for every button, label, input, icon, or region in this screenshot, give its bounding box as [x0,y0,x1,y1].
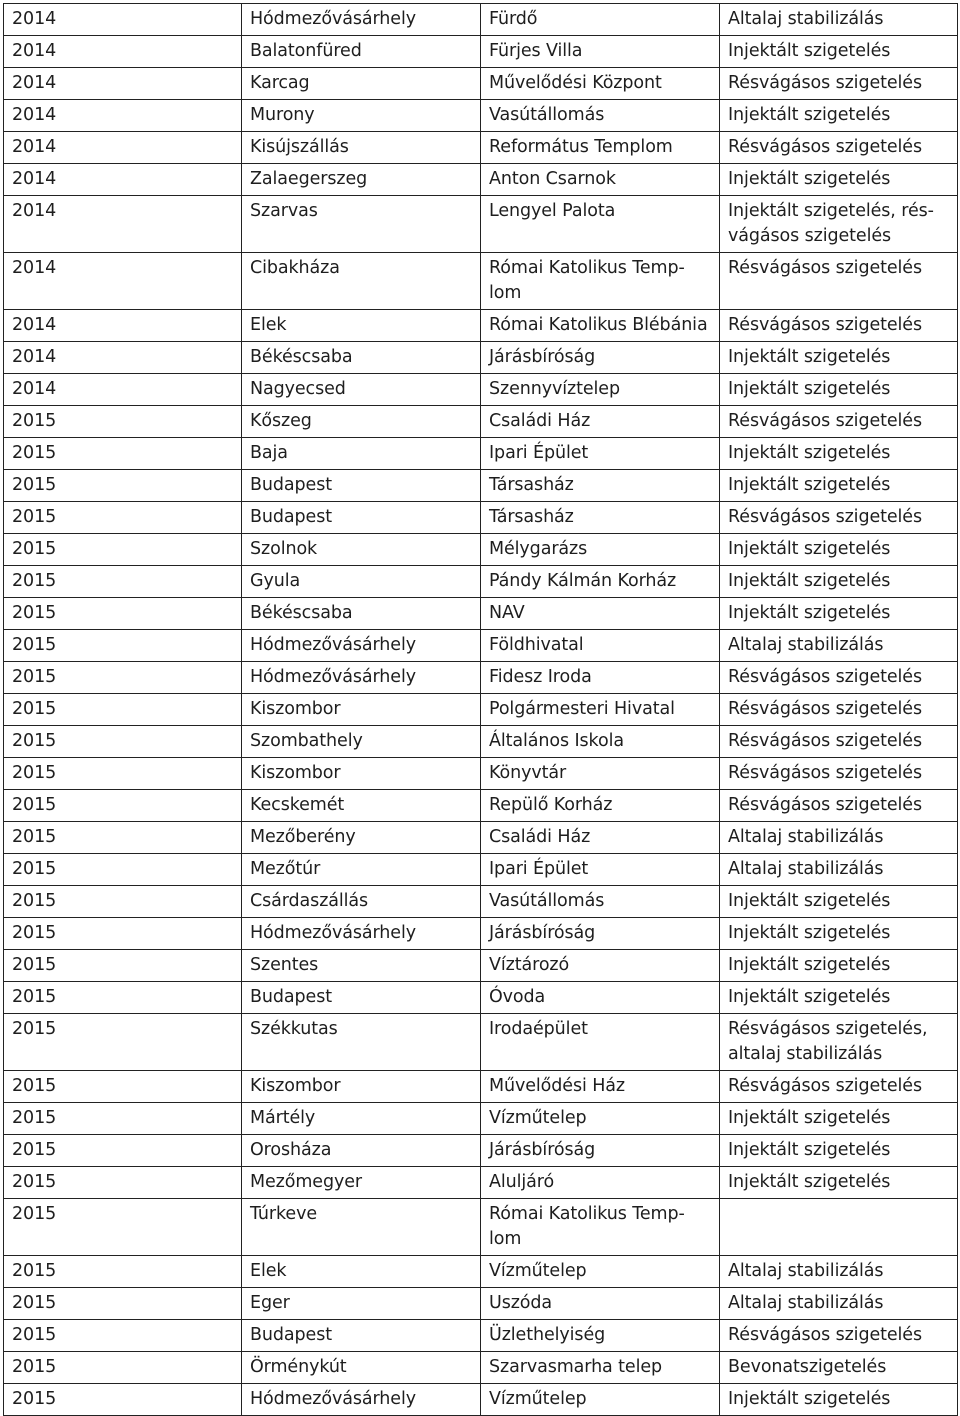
technique-cell: Altalaj stabilizálás [720,1288,958,1320]
object-cell: Vasútállomás [481,886,720,918]
table-row [4,1320,958,1352]
year-cell: 2014 [4,132,242,164]
technique-cell: Injektált szigetelés [720,164,958,196]
object-cell: Fürdő [481,4,720,36]
object-cell: Üzlethelyiség [481,1320,720,1352]
year-cell: 2015 [4,726,242,758]
technique-cell: Résvágásos szigetelés [720,406,958,438]
city-cell: Kecskemét [242,790,481,822]
table-row [4,1384,958,1416]
table-row [4,470,958,502]
city-cell: Szarvas [242,196,481,253]
city-cell: Hódmezővásárhely [242,918,481,950]
reference-table-body [4,4,958,1416]
city-cell: Murony [242,100,481,132]
year-cell: 2015 [4,470,242,502]
technique-cell: Résvágásos szigetelés [720,310,958,342]
city-cell: Csárdaszállás [242,886,481,918]
technique-cell: Altalaj stabilizálás [720,630,958,662]
table-row [4,918,958,950]
table-row [4,196,958,253]
table-row [4,502,958,534]
year-cell: 2015 [4,822,242,854]
technique-cell: Résvágásos szigetelés [720,662,958,694]
object-cell: Római Katolikus Temp- lom [481,253,720,310]
year-cell: 2014 [4,68,242,100]
object-cell: Társasház [481,470,720,502]
technique-cell: Altalaj stabilizálás [720,4,958,36]
technique-cell: Injektált szigetelés [720,374,958,406]
year-cell: 2015 [4,758,242,790]
table-row [4,342,958,374]
table-row [4,406,958,438]
object-cell: Polgármesteri Hivatal [481,694,720,726]
table-row [4,1288,958,1320]
object-cell: Víztározó [481,950,720,982]
year-cell: 2015 [4,1288,242,1320]
city-cell: Kiszombor [242,1071,481,1103]
year-cell: 2015 [4,886,242,918]
city-cell: Budapest [242,470,481,502]
object-cell: Aluljáró [481,1167,720,1199]
city-cell: Kőszeg [242,406,481,438]
technique-cell: Altalaj stabilizálás [720,1256,958,1288]
object-cell: Repülő Korház [481,790,720,822]
table-row [4,822,958,854]
table-row [4,374,958,406]
city-cell: Balatonfüred [242,36,481,68]
table-row [4,1103,958,1135]
table-row [4,1167,958,1199]
year-cell: 2015 [4,1199,242,1256]
object-cell: Ipari Épület [481,854,720,886]
city-cell: Karcag [242,68,481,100]
city-cell: Szentes [242,950,481,982]
technique-cell: Injektált szigetelés, rés- vágásos szigetelés [720,196,958,253]
technique-cell: Injektált szigetelés [720,342,958,374]
table-row [4,726,958,758]
year-cell: 2015 [4,1320,242,1352]
object-cell: Művelődési Ház [481,1071,720,1103]
technique-cell: Résvágásos szigetelés [720,68,958,100]
table-row [4,132,958,164]
city-cell: Baja [242,438,481,470]
technique-cell: Résvágásos szigetelés [720,1071,958,1103]
technique-cell: Bevonatszigetelés [720,1352,958,1384]
object-cell: Művelődési Központ [481,68,720,100]
table-row [4,1135,958,1167]
table-row [4,253,958,310]
table-row [4,758,958,790]
technique-cell: Injektált szigetelés [720,1384,958,1416]
object-cell: Római Katolikus Temp- lom [481,1199,720,1256]
object-cell: Szarvasmarha telep [481,1352,720,1384]
city-cell: Örménykút [242,1352,481,1384]
table-row [4,310,958,342]
year-cell: 2015 [4,438,242,470]
city-cell: Cibakháza [242,253,481,310]
technique-cell: Injektált szigetelés [720,1167,958,1199]
city-cell: Elek [242,310,481,342]
year-cell: 2015 [4,1014,242,1071]
year-cell: 2015 [4,950,242,982]
table-row [4,1071,958,1103]
table-row [4,36,958,68]
object-cell: Járásbíróság [481,342,720,374]
technique-cell: Injektált szigetelés [720,438,958,470]
technique-cell: Résvágásos szigetelés [720,694,958,726]
object-cell: Szennyvíztelep [481,374,720,406]
object-cell: Pándy Kálmán Korház [481,566,720,598]
city-cell: Budapest [242,1320,481,1352]
technique-cell: Injektált szigetelés [720,1103,958,1135]
year-cell: 2014 [4,36,242,68]
city-cell: Békéscsaba [242,598,481,630]
table-row [4,662,958,694]
city-cell: Gyula [242,566,481,598]
year-cell: 2014 [4,253,242,310]
year-cell: 2015 [4,1103,242,1135]
object-cell: Általános Iskola [481,726,720,758]
table-row [4,1352,958,1384]
technique-cell: Injektált szigetelés [720,566,958,598]
technique-cell: Altalaj stabilizálás [720,854,958,886]
table-row [4,100,958,132]
table-row [4,886,958,918]
technique-cell: Résvágásos szigetelés [720,790,958,822]
object-cell: Ipari Épület [481,438,720,470]
city-cell: Hódmezővásárhely [242,630,481,662]
table-row [4,854,958,886]
city-cell: Túrkeve [242,1199,481,1256]
object-cell: Fidesz Iroda [481,662,720,694]
year-cell: 2014 [4,164,242,196]
technique-cell: Altalaj stabilizálás [720,822,958,854]
technique-cell: Injektált szigetelés [720,918,958,950]
object-cell: Járásbíróság [481,1135,720,1167]
table-row [4,982,958,1014]
object-cell: Vízműtelep [481,1103,720,1135]
city-cell: Mezőtúr [242,854,481,886]
object-cell: Családi Ház [481,406,720,438]
table-row [4,630,958,662]
year-cell: 2015 [4,534,242,566]
object-cell: Társasház [481,502,720,534]
year-cell: 2014 [4,310,242,342]
object-cell: Irodaépület [481,1014,720,1071]
year-cell: 2015 [4,1384,242,1416]
object-cell: Mélygarázs [481,534,720,566]
year-cell: 2014 [4,342,242,374]
object-cell: Anton Csarnok [481,164,720,196]
table-row [4,1256,958,1288]
city-cell: Budapest [242,982,481,1014]
year-cell: 2015 [4,662,242,694]
city-cell: Kiszombor [242,758,481,790]
table-row [4,950,958,982]
year-cell: 2014 [4,100,242,132]
city-cell: Orosháza [242,1135,481,1167]
technique-cell: Injektált szigetelés [720,534,958,566]
reference-table [3,3,958,1416]
year-cell: 2014 [4,374,242,406]
table-row [4,164,958,196]
object-cell: Református Templom [481,132,720,164]
technique-cell [720,1199,958,1256]
city-cell: Eger [242,1288,481,1320]
table-row [4,1014,958,1071]
city-cell: Nagyecsed [242,374,481,406]
year-cell: 2015 [4,598,242,630]
city-cell: Zalaegerszeg [242,164,481,196]
year-cell: 2014 [4,196,242,253]
year-cell: 2014 [4,4,242,36]
technique-cell: Injektált szigetelés [720,950,958,982]
object-cell: Római Katolikus Blébánia [481,310,720,342]
technique-cell: Injektált szigetelés [720,886,958,918]
year-cell: 2015 [4,566,242,598]
year-cell: 2015 [4,630,242,662]
object-cell: Vasútállomás [481,100,720,132]
city-cell: Székkutas [242,1014,481,1071]
year-cell: 2015 [4,982,242,1014]
object-cell: Uszóda [481,1288,720,1320]
city-cell: Hódmezővásárhely [242,4,481,36]
technique-cell: Injektált szigetelés [720,598,958,630]
object-cell: Vízműtelep [481,1384,720,1416]
object-cell: Földhivatal [481,630,720,662]
technique-cell: Résvágásos szigetelés [720,758,958,790]
city-cell: Szolnok [242,534,481,566]
city-cell: Kiszombor [242,694,481,726]
year-cell: 2015 [4,918,242,950]
city-cell: Szombathely [242,726,481,758]
technique-cell: Injektált szigetelés [720,100,958,132]
technique-cell: Résvágásos szigetelés [720,1320,958,1352]
year-cell: 2015 [4,1256,242,1288]
year-cell: 2015 [4,1352,242,1384]
technique-cell: Résvágásos szigetelés [720,502,958,534]
year-cell: 2015 [4,790,242,822]
city-cell: Mezőberény [242,822,481,854]
technique-cell: Résvágásos szigetelés [720,726,958,758]
object-cell: NAV [481,598,720,630]
city-cell: Békéscsaba [242,342,481,374]
table-row [4,566,958,598]
table-row [4,4,958,36]
technique-cell: Résvágásos szigetelés [720,132,958,164]
city-cell: Hódmezővásárhely [242,662,481,694]
object-cell: Vízműtelep [481,1256,720,1288]
year-cell: 2015 [4,1071,242,1103]
year-cell: 2015 [4,502,242,534]
technique-cell: Injektált szigetelés [720,1135,958,1167]
city-cell: Hódmezővásárhely [242,1384,481,1416]
technique-cell: Injektált szigetelés [720,470,958,502]
table-row [4,598,958,630]
city-cell: Kisújszállás [242,132,481,164]
technique-cell: Résvágásos szigetelés, altalaj stabilizálás [720,1014,958,1071]
city-cell: Budapest [242,502,481,534]
year-cell: 2015 [4,1135,242,1167]
object-cell: Lengyel Palota [481,196,720,253]
year-cell: 2015 [4,854,242,886]
object-cell: Járásbíróság [481,918,720,950]
table-row [4,694,958,726]
object-cell: Könyvtár [481,758,720,790]
city-cell: Mezőmegyer [242,1167,481,1199]
object-cell: Óvoda [481,982,720,1014]
table-row [4,534,958,566]
table-row [4,438,958,470]
city-cell: Elek [242,1256,481,1288]
year-cell: 2015 [4,406,242,438]
object-cell: Fürjes Villa [481,36,720,68]
city-cell: Mártély [242,1103,481,1135]
table-row [4,790,958,822]
object-cell: Családi Ház [481,822,720,854]
year-cell: 2015 [4,694,242,726]
technique-cell: Injektált szigetelés [720,982,958,1014]
year-cell: 2015 [4,1167,242,1199]
table-row [4,1199,958,1256]
technique-cell: Résvágásos szigetelés [720,253,958,310]
technique-cell: Injektált szigetelés [720,36,958,68]
table-row [4,68,958,100]
